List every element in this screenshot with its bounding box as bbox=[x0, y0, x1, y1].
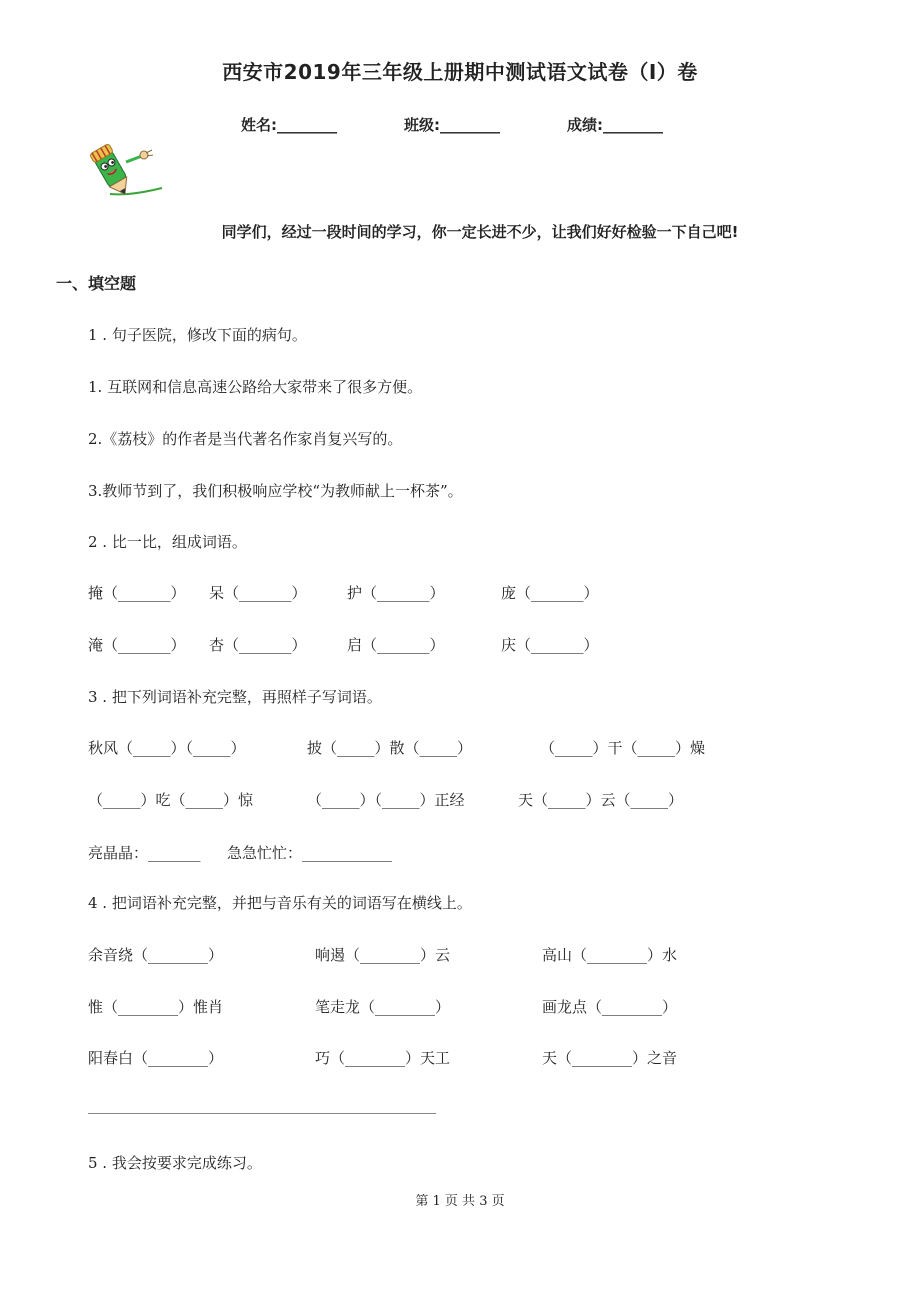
section-heading-fill-blank: 一、填空题 bbox=[56, 274, 137, 293]
q3-phrase-blank[interactable]: （_____）干（_____）燥 bbox=[540, 739, 706, 757]
greeting-text: 同学们，经过一段时间的学习，你一定长进不少，让我们好好检验一下自己吧! bbox=[221, 223, 739, 241]
q2-word-blank[interactable]: 庞（_______） bbox=[501, 584, 599, 602]
q3-phrase-blank[interactable]: （_____）吃（_____）惊 bbox=[88, 791, 254, 809]
question-4-prompt: 4 . 把词语补充完整，并把与音乐有关的词语写在横线上。 bbox=[88, 894, 472, 912]
q4-idiom-blank[interactable]: 巧（________）天工 bbox=[315, 1049, 451, 1067]
question-1-prompt: 1 . 句子医院，修改下面的病句。 bbox=[88, 326, 307, 344]
score-field-label: 成绩:________ bbox=[567, 116, 663, 134]
q4-idiom-blank[interactable]: 响遏（________）云 bbox=[315, 946, 451, 964]
q3-phrase-blank[interactable]: 披（_____）散（_____） bbox=[307, 739, 473, 757]
q2-word-blank[interactable]: 庆（_______） bbox=[501, 636, 599, 654]
question-2-prompt: 2 . 比一比，组成词语。 bbox=[88, 533, 247, 551]
q3-example-blank[interactable]: 急急忙忙：____________ bbox=[227, 844, 393, 862]
page-footer: 第 1 页 共 3 页 bbox=[415, 1194, 505, 1209]
q2-word-blank[interactable]: 杏（_______） bbox=[209, 636, 307, 654]
page-title: 西安市2019年三年级上册期中测试语文试卷（I）卷 bbox=[222, 60, 698, 84]
q4-idiom-blank[interactable]: 笔走龙（________） bbox=[315, 998, 451, 1016]
question-1-item-3: 3.教师节到了，我们积极响应学校“为教师献上一杯茶”。 bbox=[88, 482, 463, 500]
answer-line[interactable] bbox=[88, 1113, 436, 1114]
q4-idiom-blank[interactable]: 画龙点（________） bbox=[542, 998, 678, 1016]
q4-idiom-blank[interactable]: 阳春白（________） bbox=[88, 1049, 224, 1067]
question-5-prompt: 5 . 我会按要求完成练习。 bbox=[88, 1154, 262, 1172]
q3-example-blank[interactable]: 亮晶晶：_______ bbox=[88, 844, 201, 862]
question-1-item-2: 2.《荔枝》的作者是当代著名作家肖复兴写的。 bbox=[88, 430, 403, 448]
q2-word-blank[interactable]: 护（_______） bbox=[347, 584, 445, 602]
name-field-label: 姓名:________ bbox=[241, 116, 337, 134]
q3-phrase-blank[interactable]: （_____）（_____）正经 bbox=[307, 791, 465, 809]
pencil-mascot-icon bbox=[86, 140, 166, 202]
q4-idiom-blank[interactable]: 天（________）之音 bbox=[542, 1049, 678, 1067]
q2-word-blank[interactable]: 呆（_______） bbox=[209, 584, 307, 602]
question-3-prompt: 3 . 把下列词语补充完整，再照样子写词语。 bbox=[88, 688, 382, 706]
class-field-label: 班级:________ bbox=[404, 116, 500, 134]
q4-idiom-blank[interactable]: 高山（________）水 bbox=[542, 946, 678, 964]
q3-phrase-blank[interactable]: 秋风（_____）（_____） bbox=[88, 739, 246, 757]
question-1-item-1: 1. 互联网和信息高速公路给大家带来了很多方便。 bbox=[88, 378, 423, 396]
q4-idiom-blank[interactable]: 余音绕（________） bbox=[88, 946, 224, 964]
q2-word-blank[interactable]: 掩（_______） bbox=[88, 584, 186, 602]
q3-phrase-blank[interactable]: 天（_____）云（_____） bbox=[518, 791, 684, 809]
q2-word-blank[interactable]: 启（_______） bbox=[347, 636, 445, 654]
q4-idiom-blank[interactable]: 惟（________）惟肖 bbox=[88, 998, 224, 1016]
q2-word-blank[interactable]: 淹（_______） bbox=[88, 636, 186, 654]
